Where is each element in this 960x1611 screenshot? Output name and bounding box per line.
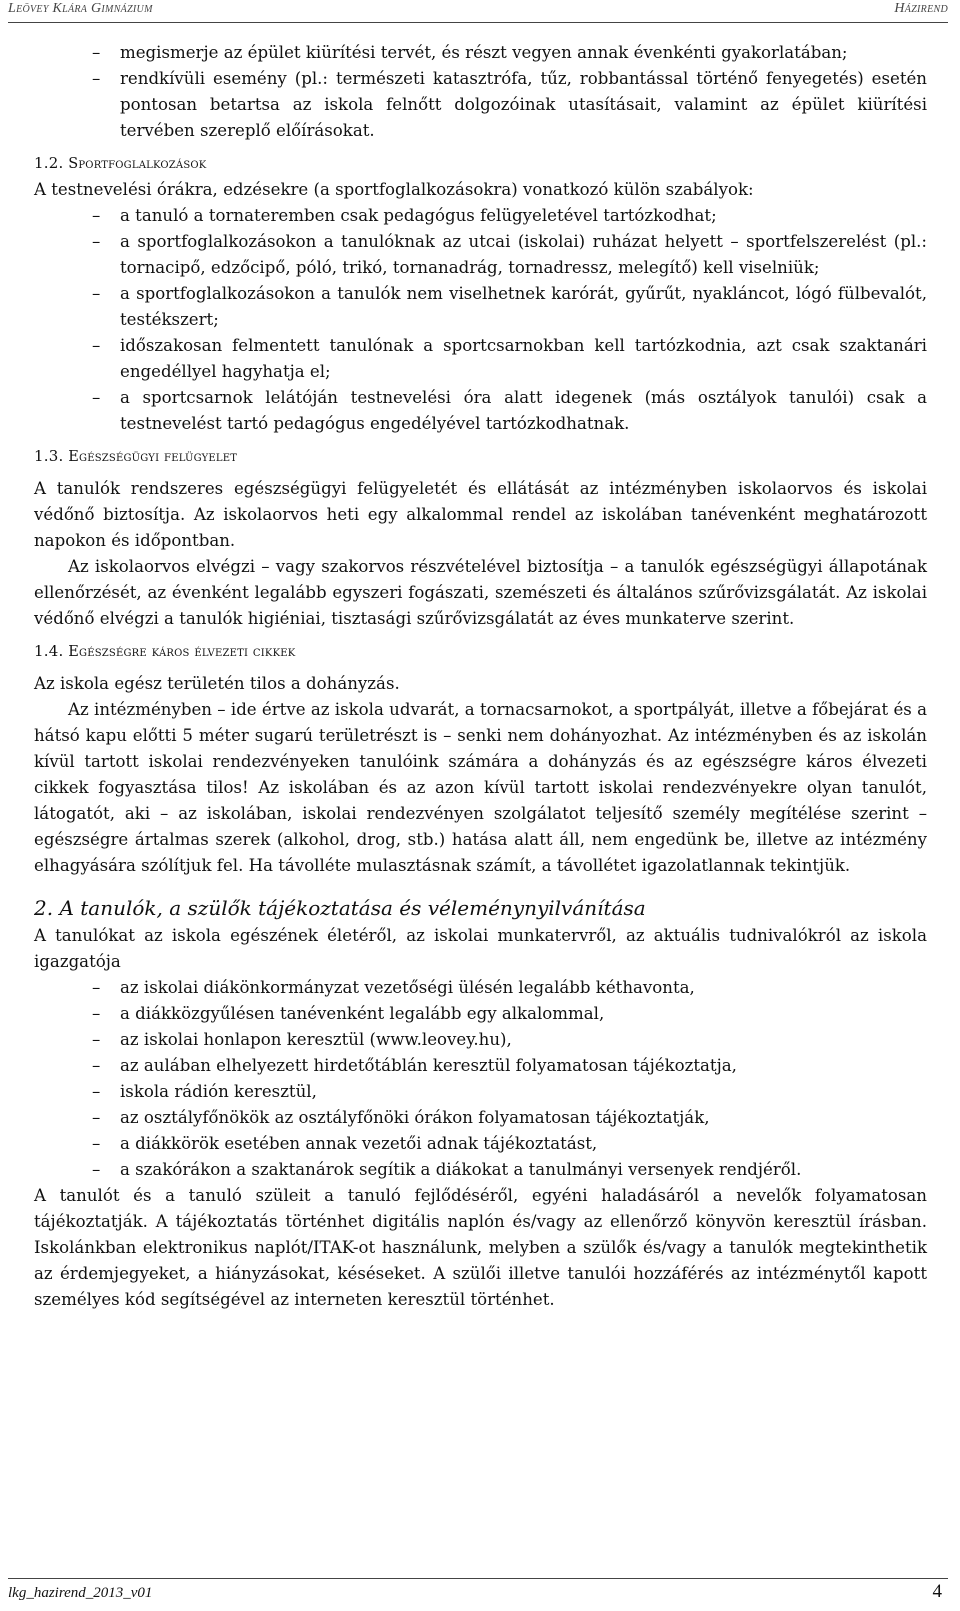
dash-bullet: –	[92, 232, 101, 251]
list-item: – az iskolai honlapon keresztül (www.leovey.hu),	[34, 1027, 927, 1053]
section-1-4-paragraph-2: Az intézményben – ide értve az iskola udvarát, a tornacsarnokot, a sportpályát, illetve a főbejárat és a hátsó kapu előtti 5 méter sugarú területrészt is – senki nem dohányozhat. Az intézményben és az iskolán kívül tartott iskolai rendezvényeken tanulóink számára a dohányzás és az egészségre káros élvezeti cikkek fogyasztása tilos! Az iskolában és az azon kívül tartott iskolai rendezvényekre olyan tanulót, látogatót, aki – az iskolában, iskolai rendezvényen szolgálatot teljesítő személy megítélése szerint – egészségre ártalmas szerek (alkohol, drog, stb.) hatása alatt áll, nem engedünk be, illetve az intézmény elhagyására szólítjuk fel. Ha távolléte mulasztásnak számít, a távollétet igazolatlannak tekintjük.	[34, 700, 927, 875]
dash-bullet: –	[92, 1056, 101, 1075]
dash-bullet: –	[92, 69, 101, 88]
chapter-2-closing-paragraph: A tanulót és a tanuló szüleit a tanuló fejlődéséről, egyéni haladásáról a nevelők folyamatosan tájékoztatják. A tájékoztatás történhet digitális naplón és/vagy az ellenőrző könyvön keresztül írásban. Iskolánkban elektronikus naplót/ITAK-ot használunk, melyben a szülők és/vagy a tanulók megtekinthetik az érdemjegyeket, a hiányzásokat, késéseket. A szülői illetve tanulói hozzáférés az intézménytől kapott személyes kód segítségével az interneten keresztül történhet.	[34, 1186, 927, 1309]
header-school-name: Leövey Klára Gimnázium	[8, 1, 153, 16]
dash-bullet: –	[92, 1134, 101, 1153]
list-item: – a diákközgyűlésen tanévenként legalább egy alkalommal,	[34, 1001, 927, 1027]
page-content	[34, 40, 927, 1313]
dash-bullet: –	[92, 388, 101, 407]
page-number: 4	[932, 1581, 942, 1602]
list-item: – az aulában elhelyezett hirdetőtáblán keresztül folyamatosan tájékoztatja,	[34, 1053, 927, 1079]
dash-bullet: –	[92, 206, 101, 225]
list-item: – a sportfoglalkozásokon a tanulóknak az utcai (iskolai) ruházat helyett – sportfelszerelést (pl.: tornacipő, edzőcipő, póló, trikó, tornanadrág, tornadressz, melegítő) kell viselniük;	[34, 229, 927, 281]
dash-bullet: –	[92, 1108, 101, 1127]
page-header	[8, 0, 948, 23]
chapter-2-heading: 2. A tanulók, a szülők tájékoztatása és véleménynyilvánítása	[34, 896, 646, 920]
information-channels-list	[34, 975, 927, 1183]
list-item: – a szakórákon a szaktanárok segítik a diákokat a tanulmányi versenyek rendjéről.	[34, 1157, 927, 1183]
dash-bullet: –	[92, 284, 101, 303]
list-item: – rendkívüli esemény (pl.: természeti katasztrófa, tűz, robbantással történő fenyegetés) esetén pontosan betartsa az iskola felnőtt dolgozóinak utasításait, valamint az épület kiürítési tervében szereplő előírásokat.	[34, 66, 927, 144]
page-footer	[8, 1578, 948, 1609]
list-item: – az osztályfőnökök az osztályfőnöki órákon folyamatosan tájékoztatják,	[34, 1105, 927, 1131]
section-heading-1-3: 1.3. Egészségügyi felügyelet	[34, 447, 238, 465]
footer-document-id: lkg_hazirend_2013_v01	[8, 1585, 153, 1601]
list-item: – a diákkörök esetében annak vezetői adnak tájékoztatást,	[34, 1131, 927, 1157]
dash-bullet: –	[92, 978, 101, 997]
section-1-2-lead: A testnevelési órákra, edzésekre (a sportfoglalkozásokra) vonatkozó külön szabályok:	[34, 180, 754, 199]
dash-bullet: –	[92, 1160, 101, 1179]
section-1-3-paragraph-1: A tanulók rendszeres egészségügyi felügyeletét és ellátását az intézményben iskolaorvos és iskolai védőnő biztosítja. Az iskolaorvos heti egy alkalommal rendel az iskolában tanévenként meghatározott napokon és időpontban.	[34, 479, 927, 550]
dash-bullet: –	[92, 43, 101, 62]
list-item: – iskola rádión keresztül,	[34, 1079, 927, 1105]
list-item: – az iskolai diákönkormányzat vezetőségi ülésén legalább kéthavonta,	[34, 975, 927, 1001]
list-item: – a tanuló a tornateremben csak pedagógus felügyeletével tartózkodhat;	[34, 203, 927, 229]
list-item: – időszakosan felmentett tanulónak a sportcsarnokban kell tartózkodnia, azt csak szaktanári engedéllyel hagyhatja el;	[34, 333, 927, 385]
dash-bullet: –	[92, 1082, 101, 1101]
section-1-3-paragraph-2: Az iskolaorvos elvégzi – vagy szakorvos részvételével biztosítja – a tanulók egészségügyi állapotának ellenőrzését, az évenként legalább egyszeri fogászati, szemészeti és általános szűrővizsgálatát. Az iskolai védőnő elvégzi a tanulók higiéniai, tisztasági szűrővizsgálatát az éves munkaterve szerint.	[34, 557, 927, 628]
dash-bullet: –	[92, 336, 101, 355]
list-item: – megismerje az épület kiürítési tervét, és részt vegyen annak évenkénti gyakorlatában;	[34, 40, 927, 66]
intro-list	[34, 40, 927, 144]
header-doc-title: Házirend	[894, 1, 948, 16]
list-item: – a sportcsarnok lelátóján testnevelési óra alatt idegenek (más osztályok tanulói) csak a testnevelést tartó pedagógus engedélyével tartózkodhatnak.	[34, 385, 927, 437]
section-1-4-paragraph-1: Az iskola egész területén tilos a dohányzás.	[34, 674, 400, 693]
section-heading-1-4: 1.4. Egészségre káros élvezeti cikkek	[34, 642, 296, 660]
sport-rules-list	[34, 203, 927, 437]
dash-bullet: –	[92, 1030, 101, 1049]
chapter-2-lead: A tanulókat az iskola egészének életéről, az iskolai munkatervről, az aktuális tudnivalókról az iskola igazgatója	[34, 926, 927, 971]
list-item: – a sportfoglalkozásokon a tanulók nem viselhetnek karórát, gyűrűt, nyakláncot, lógó fülbevalót, testékszert;	[34, 281, 927, 333]
dash-bullet: –	[92, 1004, 101, 1023]
section-heading-1-2: 1.2. Sportfoglalkozások	[34, 154, 207, 172]
